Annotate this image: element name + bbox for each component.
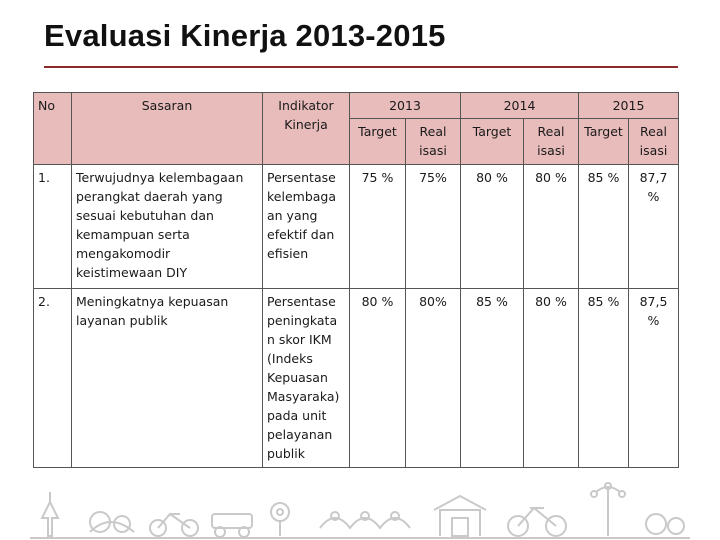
row-target-2015: 85 % (579, 165, 629, 289)
bicycle-icon (508, 508, 566, 536)
row-target-2014: 80 % (461, 165, 524, 289)
row-no: 2. (34, 289, 72, 468)
gate-icon (434, 496, 486, 536)
header-target-2014: Target (461, 119, 524, 165)
ornament-icon (646, 514, 684, 534)
header-year-2013: 2013 (350, 93, 461, 119)
row-target-2014: 85 % (461, 289, 524, 468)
ornament-icon (90, 512, 134, 532)
row-realisasi-2014: 80 % (524, 165, 579, 289)
ornament-icon (320, 512, 410, 528)
row-no: 1. (34, 165, 72, 289)
header-no: No (34, 93, 72, 165)
cart-icon (212, 514, 252, 537)
row-target-2015: 85 % (579, 289, 629, 468)
table-row (34, 165, 679, 289)
row-sasaran: Meningkatnya kepuasan layanan publik (72, 289, 263, 468)
row-realisasi-2015: 87,5 % (629, 289, 679, 468)
row-realisasi-2015: 87,7 % (629, 165, 679, 289)
header-target-2013: Target (350, 119, 406, 165)
row-sasaran: Terwujudnya kelembagaan perangkat daerah yang sesuai kebutuhan dan kemampuan serta mengakomodir keistimewaan DIY (72, 165, 263, 289)
header-year-2014: 2014 (461, 93, 579, 119)
bicycle-icon (150, 514, 198, 536)
row-realisasi-2013: 75% (406, 165, 461, 289)
performance-table (33, 92, 679, 468)
streetlamp-icon (591, 483, 625, 536)
header-target-2015: Target (579, 119, 629, 165)
row-indikator: Persentase peningkata n skor IKM (Indeks Kepuasan Masyaraka) pada unit pelayanan publik (263, 289, 350, 468)
title-underline (44, 66, 678, 68)
row-target-2013: 80 % (350, 289, 406, 468)
table-row (34, 289, 679, 468)
header-realisasi-2013: Real isasi (406, 119, 461, 165)
row-realisasi-2013: 80% (406, 289, 461, 468)
monument-icon (42, 492, 58, 536)
header-realisasi-2014: Real isasi (524, 119, 579, 165)
header-indikator: Indikator Kinerja (263, 93, 350, 165)
row-indikator: Persentase kelembaga an yang efektif dan efisien (263, 165, 350, 289)
header-realisasi-2015: Real isasi (629, 119, 679, 165)
row-target-2013: 75 % (350, 165, 406, 289)
row-realisasi-2014: 80 % (524, 289, 579, 468)
flower-icon (271, 503, 289, 536)
footer-ornament-strip (30, 478, 690, 540)
header-year-2015: 2015 (579, 93, 679, 119)
page-title: Evaluasi Kinerja 2013-2015 (44, 18, 446, 53)
header-sasaran: Sasaran (72, 93, 263, 165)
